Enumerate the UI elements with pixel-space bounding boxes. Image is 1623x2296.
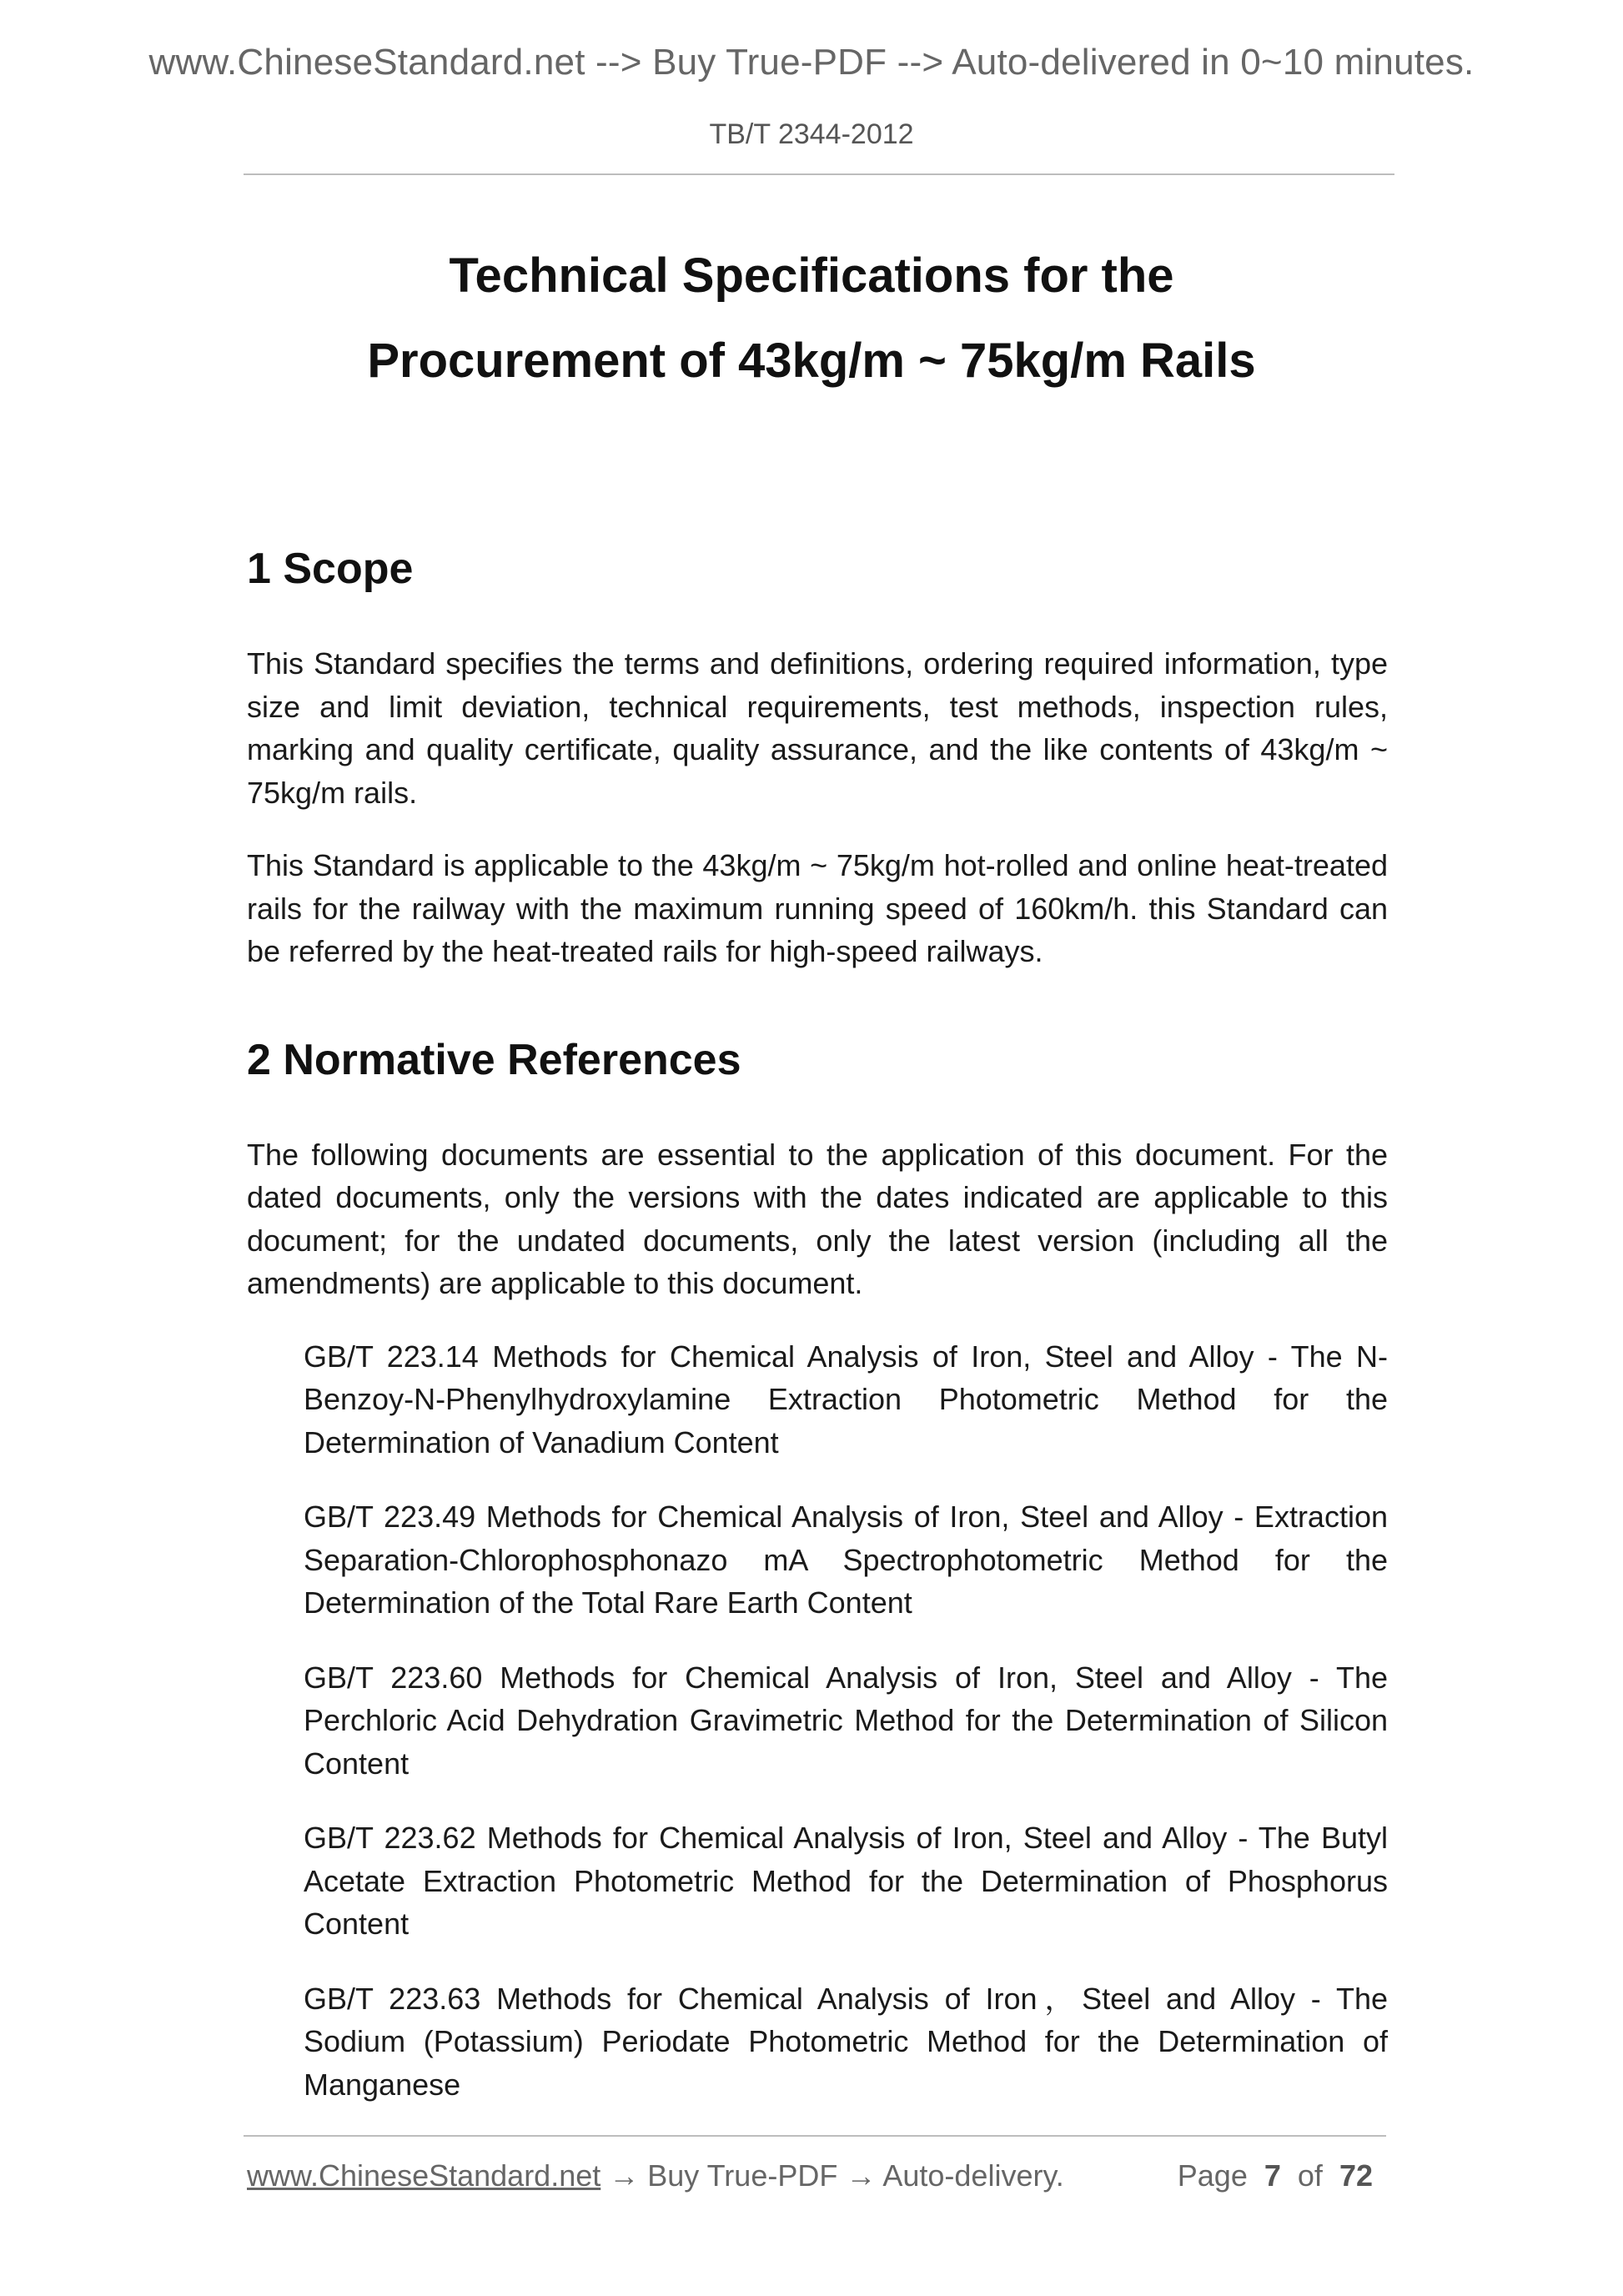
document-title-line-2: Procurement of 43kg/m ~ 75kg/m Rails xyxy=(367,334,1256,388)
reference-item-gbt-223-49: GB/T 223.49 Methods for Chemical Analysis of Iron, Steel and Alloy - Extraction Separation-Chlorophosphonazo mA Spectrophotometric Method for the Determination of the Total Rare Earth Content xyxy=(304,1500,1388,1620)
footer-promo xyxy=(247,2158,1064,2193)
document-title-line-1: Technical Specifications for the xyxy=(449,249,1174,303)
section-scope xyxy=(247,542,1388,973)
section-heading-scope: 1 Scope xyxy=(247,545,414,593)
section-normative-references xyxy=(247,1033,1388,2107)
reference-list xyxy=(247,1335,1388,2107)
reference-item-gbt-223-63: GB/T 223.63 Methods for Chemical Analysis of Iron，Steel and Alloy - The Sodium (Potassium) Periodate Photometric Method for the Determination of Manganese xyxy=(304,1981,1388,2102)
scope-paragraph-2: This Standard is applicable to the 43kg/m ~ 75kg/m hot-rolled and online heat-treated rails for the railway with the maximum running speed of 160km/h. this Standard can be referred by the heat-treated rails for high-speed railways. xyxy=(247,848,1388,968)
page-counter xyxy=(1178,2158,1373,2193)
page-total: 72 xyxy=(1339,2158,1373,2193)
footer-arrow-icon: → xyxy=(600,2158,648,2193)
reference-item-gbt-223-60: GB/T 223.60 Methods for Chemical Analysis of Iron, Steel and Alloy - The Perchloric Acid Dehydration Gravimetric Method for the Determination of Silicon Content xyxy=(304,1660,1388,1781)
footer-site-link[interactable]: www.ChineseStandard.net xyxy=(247,2158,601,2193)
standard-code: TB/T 2344-2012 xyxy=(709,118,914,150)
footer-buy-text: Buy True-PDF xyxy=(647,2158,838,2193)
document-title xyxy=(0,234,1623,404)
footer-arrow-icon: → xyxy=(837,2158,883,2193)
footer-delivery-text: Auto-delivery. xyxy=(882,2158,1064,2193)
page-label: Page xyxy=(1177,2158,1248,2193)
document-body xyxy=(247,542,1388,2138)
page-current: 7 xyxy=(1264,2158,1281,2193)
reference-item-gbt-223-62: GB/T 223.62 Methods for Chemical Analysis of Iron, Steel and Alloy - The Butyl Acetate Extraction Photometric Method for the Determination of Phosphorus Content xyxy=(304,1821,1388,1941)
reference-item-gbt-223-14: GB/T 223.14 Methods for Chemical Analysis of Iron, Steel and Alloy - The N-Benzoy-N-Phenylhydroxylamine Extraction Photometric Method for the Determination of Vanadium Content xyxy=(304,1339,1388,1459)
footer-divider xyxy=(244,2135,1386,2137)
references-intro-paragraph: The following documents are essential to the application of this document. For the dated documents, only the versions with the dates indicated are applicable to this document; for the undated documents, only the latest version (including all the amendments) are applicable to this document. xyxy=(247,1137,1388,1300)
top-banner: www.ChineseStandard.net --> Buy True-PDF --> Auto-delivered in 0~10 minutes. xyxy=(148,42,1475,83)
header-divider xyxy=(244,173,1394,175)
page-of: of xyxy=(1297,2158,1323,2193)
section-heading-normative-references: 2 Normative References xyxy=(247,1035,741,1084)
scope-paragraph-1: This Standard specifies the terms and definitions, ordering required information, type size and limit deviation, technical requirements, test methods, inspection rules, marking and quality certificate, quality assurance, and the like contents of 43kg/m ~ 75kg/m rails. xyxy=(247,646,1388,810)
